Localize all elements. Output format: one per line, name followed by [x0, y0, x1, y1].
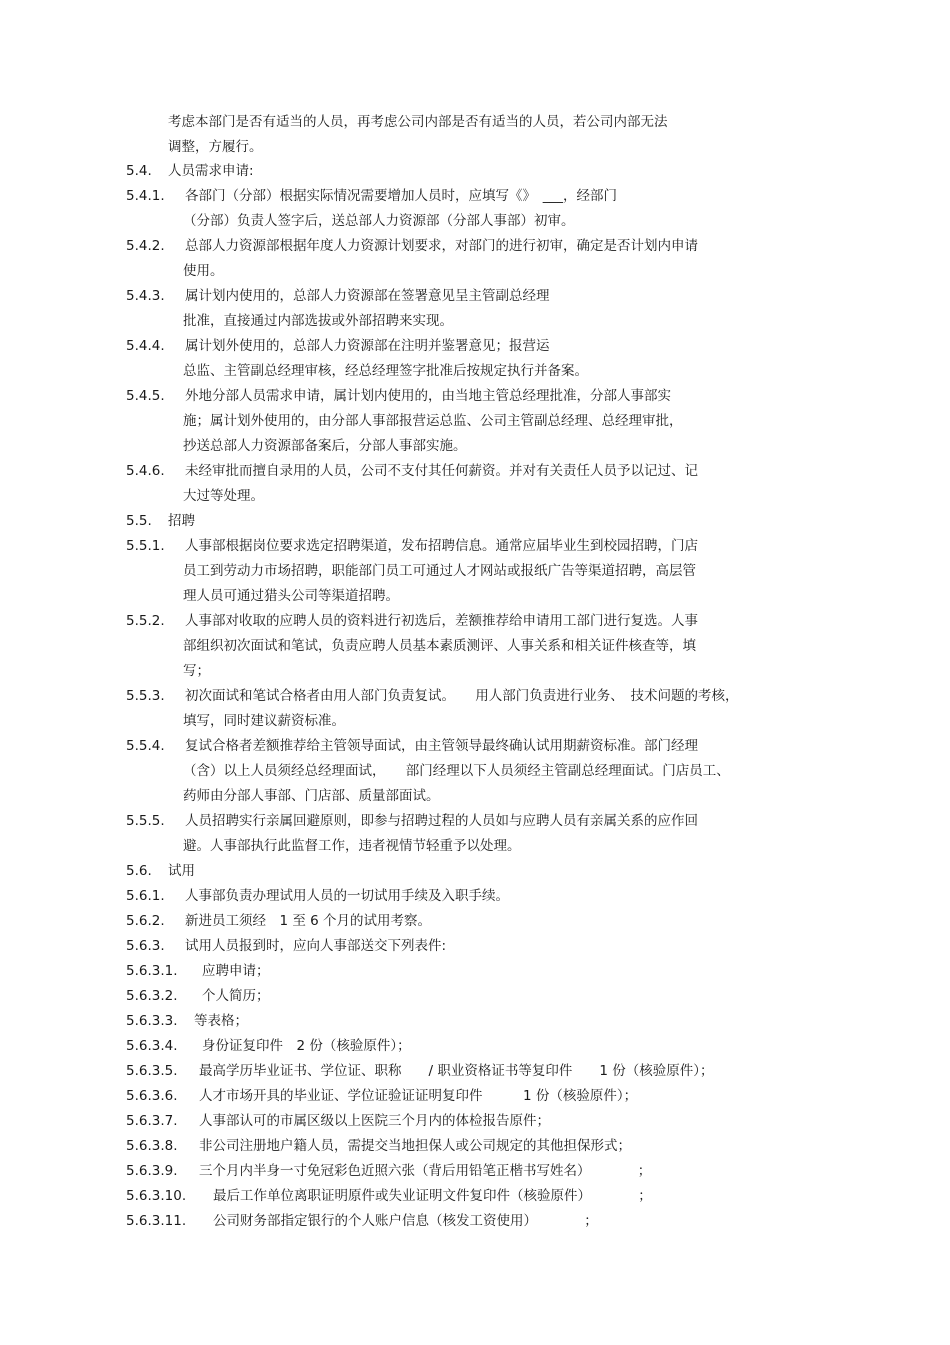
clause-number: 5.5.2. — [126, 613, 165, 629]
clause-number: 5.6.3.5. — [126, 1063, 178, 1079]
continuation-text: 药师由分部人事部、门店部、质量部面试。 — [183, 788, 440, 804]
clause-text: 复试合格者差额推荐给主管领导面试，由主管领导最终确认试用期薪资标准。部门经理 — [185, 738, 698, 754]
continuation-text: 批准，直接通过内部选拔或外部招聘来实现。 — [183, 313, 453, 329]
clause-text: 身份证复印件 2 份（核验原件）； — [202, 1038, 411, 1054]
clause-number: 5.4. — [126, 163, 152, 179]
continuation-text: 部组织初次面试和笔试，负责应聘人员基本素质测评、人事关系和相关证件核查等，填 — [183, 638, 696, 654]
clause-number: 5.5.3. — [126, 688, 165, 704]
clause-text: 最高学历毕业证书、学位证、职称 / 职业资格证书等复印件 1 份（核验原件）； — [199, 1063, 714, 1079]
clause-number: 5.4.2. — [126, 238, 165, 254]
continuation-text: 避。人事部执行此监督工作，违者视情节轻重予以处理。 — [183, 838, 521, 854]
clause-number: 5.6.3.1. — [126, 963, 178, 979]
continuation-text: 施；属计划外使用的，由分部人事部报营运总监、公司主管副总经理、总经理审批， — [183, 413, 683, 429]
clause-number: 5.6.2. — [126, 913, 165, 929]
continuation-text: 理人员可通过猎头公司等渠道招聘。 — [183, 588, 399, 604]
clause-text: 非公司注册地户籍人员，需提交当地担保人或公司规定的其他担保形式； — [199, 1138, 631, 1154]
clause-text: 试用 — [168, 863, 195, 879]
clause-text: 人事部认可的市属区级以上医院三个月内的体检报告原件； — [199, 1113, 550, 1129]
clause-number: 5.5.5. — [126, 813, 165, 829]
clause-text: 等表格； — [194, 1013, 248, 1029]
clause-number: 5.6.3.6. — [126, 1088, 178, 1104]
clause-number: 5.5.1. — [126, 538, 165, 554]
continuation-text: 考虑本部门是否有适当的人员，再考虑公司内部是否有适当的人员，若公司内部无法 — [168, 114, 668, 130]
clause-text: 属计划内使用的，总部人力资源部在签署意见呈主管副总经理 — [185, 288, 550, 304]
clause-text: 应聘申请； — [202, 963, 270, 979]
clause-text: 三个月内半身一寸免冠彩色近照六张（背后用铅笔正楷书写姓名） ； — [199, 1163, 652, 1179]
clause-number: 5.6.3.7. — [126, 1113, 178, 1129]
clause-text: 人员招聘实行亲属回避原则，即参与招聘过程的人员如与应聘人员有亲属关系的应作回 — [185, 813, 698, 829]
clause-number: 5.6.3.3. — [126, 1013, 178, 1029]
clause-text: 试用人员报到时，应向人事部送交下列表件: — [185, 938, 447, 954]
clause-number: 5.5. — [126, 513, 152, 529]
continuation-text: 使用。 — [183, 263, 224, 279]
continuation-text: 总监、主管副总经理审核，经总经理签字批准后按规定执行并备案。 — [183, 363, 588, 379]
clause-number: 5.6. — [126, 863, 152, 879]
clause-text: 总部人力资源部根据年度人力资源计划要求，对部门的进行初审，确定是否计划内申请 — [185, 238, 698, 254]
clause-text: 招聘 — [168, 513, 195, 529]
clause-text: 人才市场开具的毕业证、学位证验证证明复印件 1 份（核验原件）； — [199, 1088, 638, 1104]
clause-number: 5.6.3.2. — [126, 988, 178, 1004]
clause-text: 人员需求申请: — [168, 163, 254, 179]
clause-number: 5.6.3. — [126, 938, 165, 954]
continuation-text: （分部）负责人签字后，送总部人力资源部（分部人事部）初审。 — [183, 213, 575, 229]
clause-number: 5.6.3.4. — [126, 1038, 178, 1054]
continuation-text: 写； — [183, 663, 210, 679]
clause-text: 人事部根据岗位要求选定招聘渠道，发布招聘信息。通常应届毕业生到校园招聘，门店 — [185, 538, 698, 554]
clause-number: 5.4.4. — [126, 338, 165, 354]
clause-number: 5.4.6. — [126, 463, 165, 479]
clause-number: 5.5.4. — [126, 738, 165, 754]
clause-text: 人事部对收取的应聘人员的资料进行初选后，差额推荐给申请用工部门进行复选。人事 — [185, 613, 698, 629]
clause-number: 5.4.5. — [126, 388, 165, 404]
clause-number: 5.6.3.8. — [126, 1138, 178, 1154]
continuation-text: 调整，方履行。 — [168, 139, 263, 155]
continuation-text: 抄送总部人力资源部备案后，分部人事部实施。 — [183, 438, 467, 454]
clause-text: 个人简历； — [202, 988, 270, 1004]
clause-text: 外地分部人员需求申请，属计划内使用的，由当地主管总经理批准，分部人事部实 — [185, 388, 671, 404]
continuation-text: 大过等处理。 — [183, 488, 264, 504]
continuation-text: 填写，同时建议薪资标准。 — [183, 713, 345, 729]
clause-text: 最后工作单位离职证明原件或失业证明文件复印件（核验原件） ； — [213, 1188, 652, 1204]
clause-text: 初次面试和笔试合格者由用人部门负责复试。 用人部门负责进行业务、 技术问题的考核， — [185, 688, 739, 704]
clause-text: 各部门（分部）根据实际情况需要增加人员时，应填写《》 ___，经部门 — [185, 188, 617, 204]
clause-text: 人事部负责办理试用人员的一切试用手续及入职手续。 — [185, 888, 509, 904]
clause-number: 5.4.3. — [126, 288, 165, 304]
clause-number: 5.6.3.11. — [126, 1213, 187, 1229]
clause-text: 属计划外使用的，总部人力资源部在注明并鉴署意见；报营运 — [185, 338, 550, 354]
clause-text: 未经审批而擅自录用的人员，公司不支付其任何薪资。并对有关责任人员予以记过、记 — [185, 463, 698, 479]
clause-number: 5.6.3.9. — [126, 1163, 178, 1179]
clause-number: 5.4.1. — [126, 188, 165, 204]
clause-number: 5.6.3.10. — [126, 1188, 187, 1204]
continuation-text: 员工到劳动力市场招聘，职能部门员工可通过人才网站或报纸广告等渠道招聘，高层管 — [183, 563, 696, 579]
clause-text: 公司财务部指定银行的个人账户信息（核发工资使用） ； — [213, 1213, 598, 1229]
clause-number: 5.6.1. — [126, 888, 165, 904]
clause-text: 新进员工须经 1 至 6 个月的试用考察。 — [185, 913, 432, 929]
continuation-text: （含）以上人员须经总经理面试， 部门经理以下人员须经主管副总经理面试。门店员工、 — [183, 763, 730, 779]
